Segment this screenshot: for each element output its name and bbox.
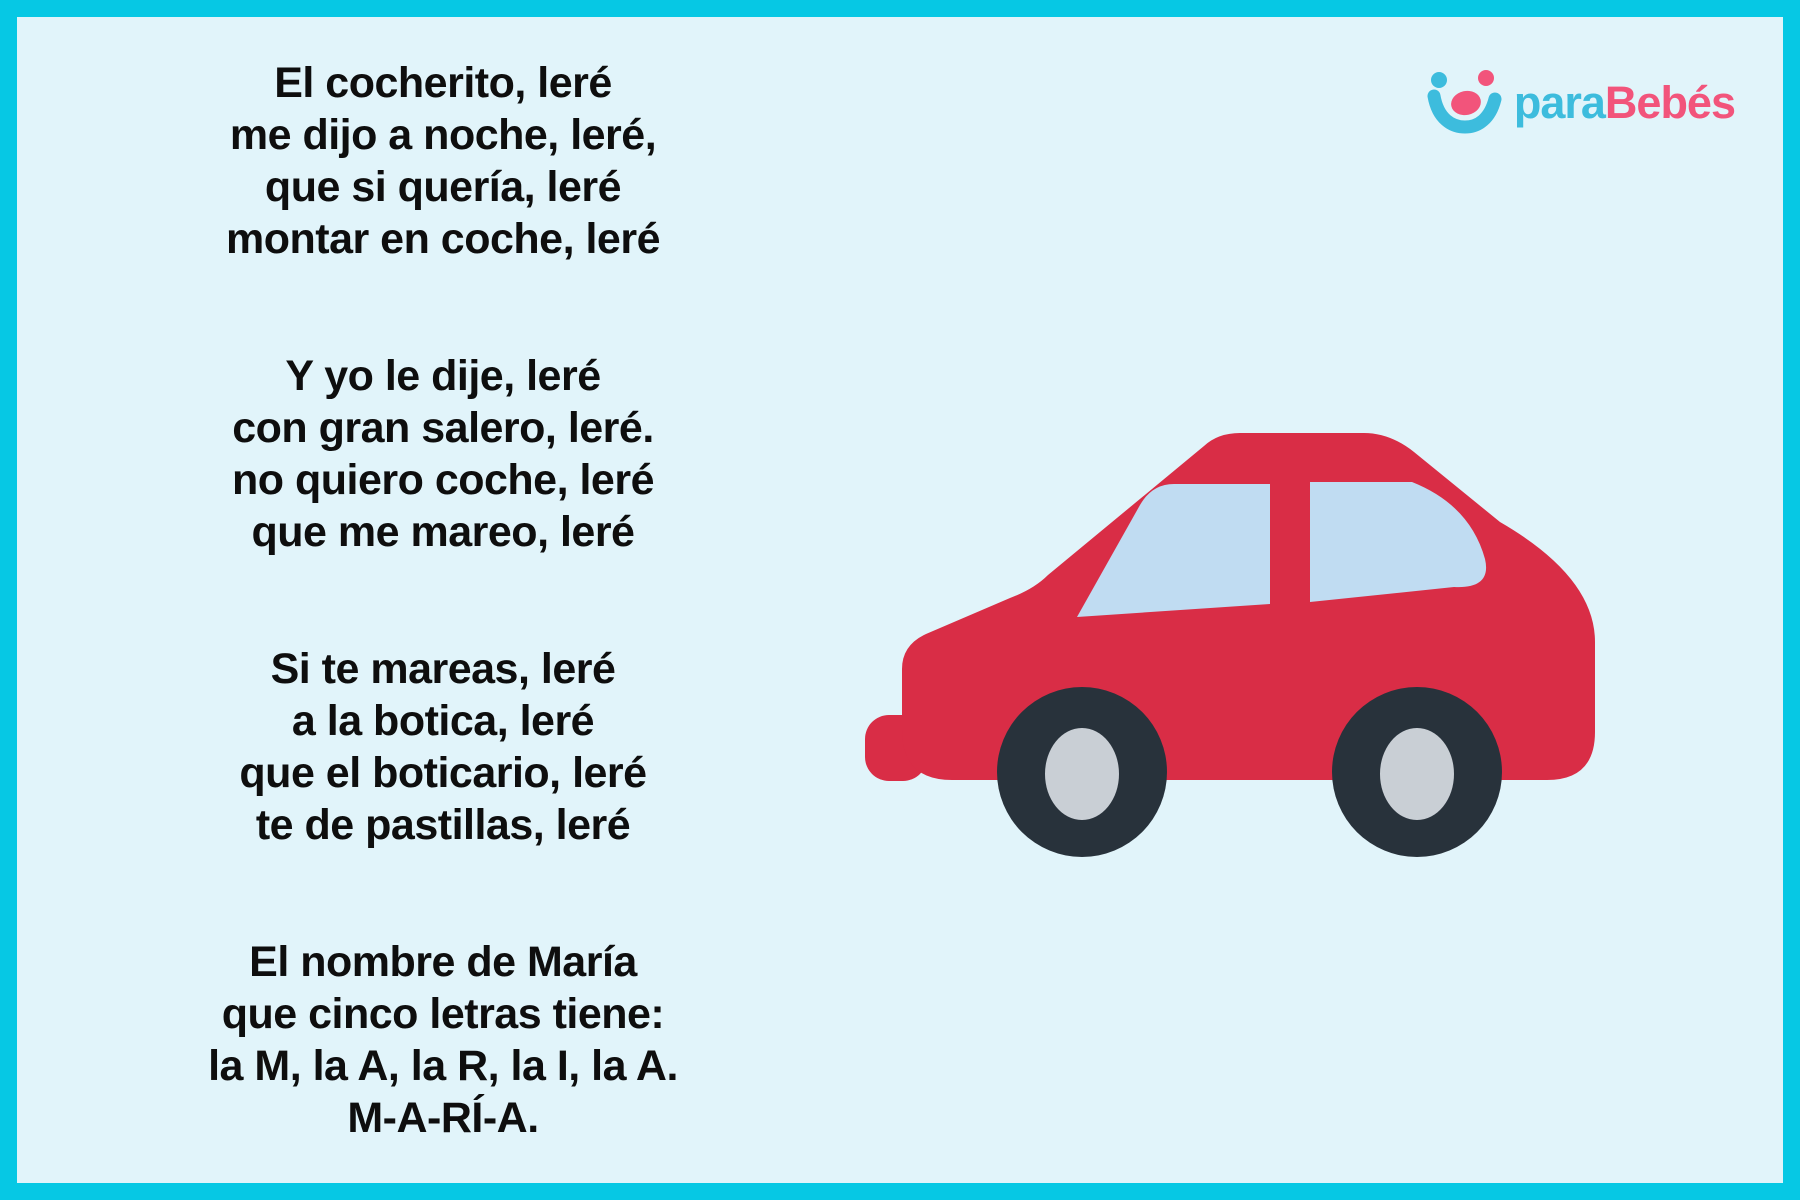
lyric-line: te de pastillas, leré	[255, 801, 631, 849]
lyric-line: a la botica, leré	[291, 697, 595, 745]
stanza-1	[63, 57, 823, 265]
lyric-line: M-A-RÍ-A.	[347, 1094, 539, 1142]
lyric-line: Si te mareas, leré	[270, 645, 616, 693]
lyric-line: que el boticario, leré	[239, 749, 647, 797]
right-eye-dot	[1478, 70, 1494, 86]
lyric-line: que cinco letras tiene:	[221, 990, 665, 1038]
lyric-line: no quiero coche, leré	[232, 456, 654, 504]
lyric-line: con gran salero, leré.	[232, 404, 654, 452]
lyric-line: El cocherito, leré	[274, 59, 612, 107]
stanza-4	[63, 936, 823, 1144]
song-lyrics	[63, 57, 823, 1144]
car-front-hubcap	[1045, 728, 1119, 820]
car-rear-hubcap	[1380, 728, 1454, 820]
brand-name	[1514, 77, 1735, 129]
left-eye-dot	[1431, 72, 1447, 88]
lyric-line: montar en coche, leré	[226, 215, 660, 263]
brand-name-bebes: Bebés	[1604, 77, 1735, 128]
red-car-illustration	[852, 417, 1602, 867]
lyric-line: la M, la A, la R, la I, la A.	[208, 1042, 678, 1090]
parabebes-logo	[1424, 69, 1735, 137]
lyric-line: me dijo a noche, leré,	[229, 111, 657, 159]
brand-name-para: para	[1513, 77, 1605, 128]
lyric-line: que me mareo, leré	[251, 508, 635, 556]
mouth-blob	[1449, 88, 1483, 118]
stanza-2	[63, 350, 823, 558]
lyric-line: que si quería, leré	[264, 163, 622, 211]
smiling-baby-face-icon	[1424, 69, 1504, 137]
lyric-line: El nombre de María	[249, 938, 637, 986]
stanza-3	[63, 643, 823, 851]
lyric-line: Y yo le dije, leré	[285, 352, 601, 400]
